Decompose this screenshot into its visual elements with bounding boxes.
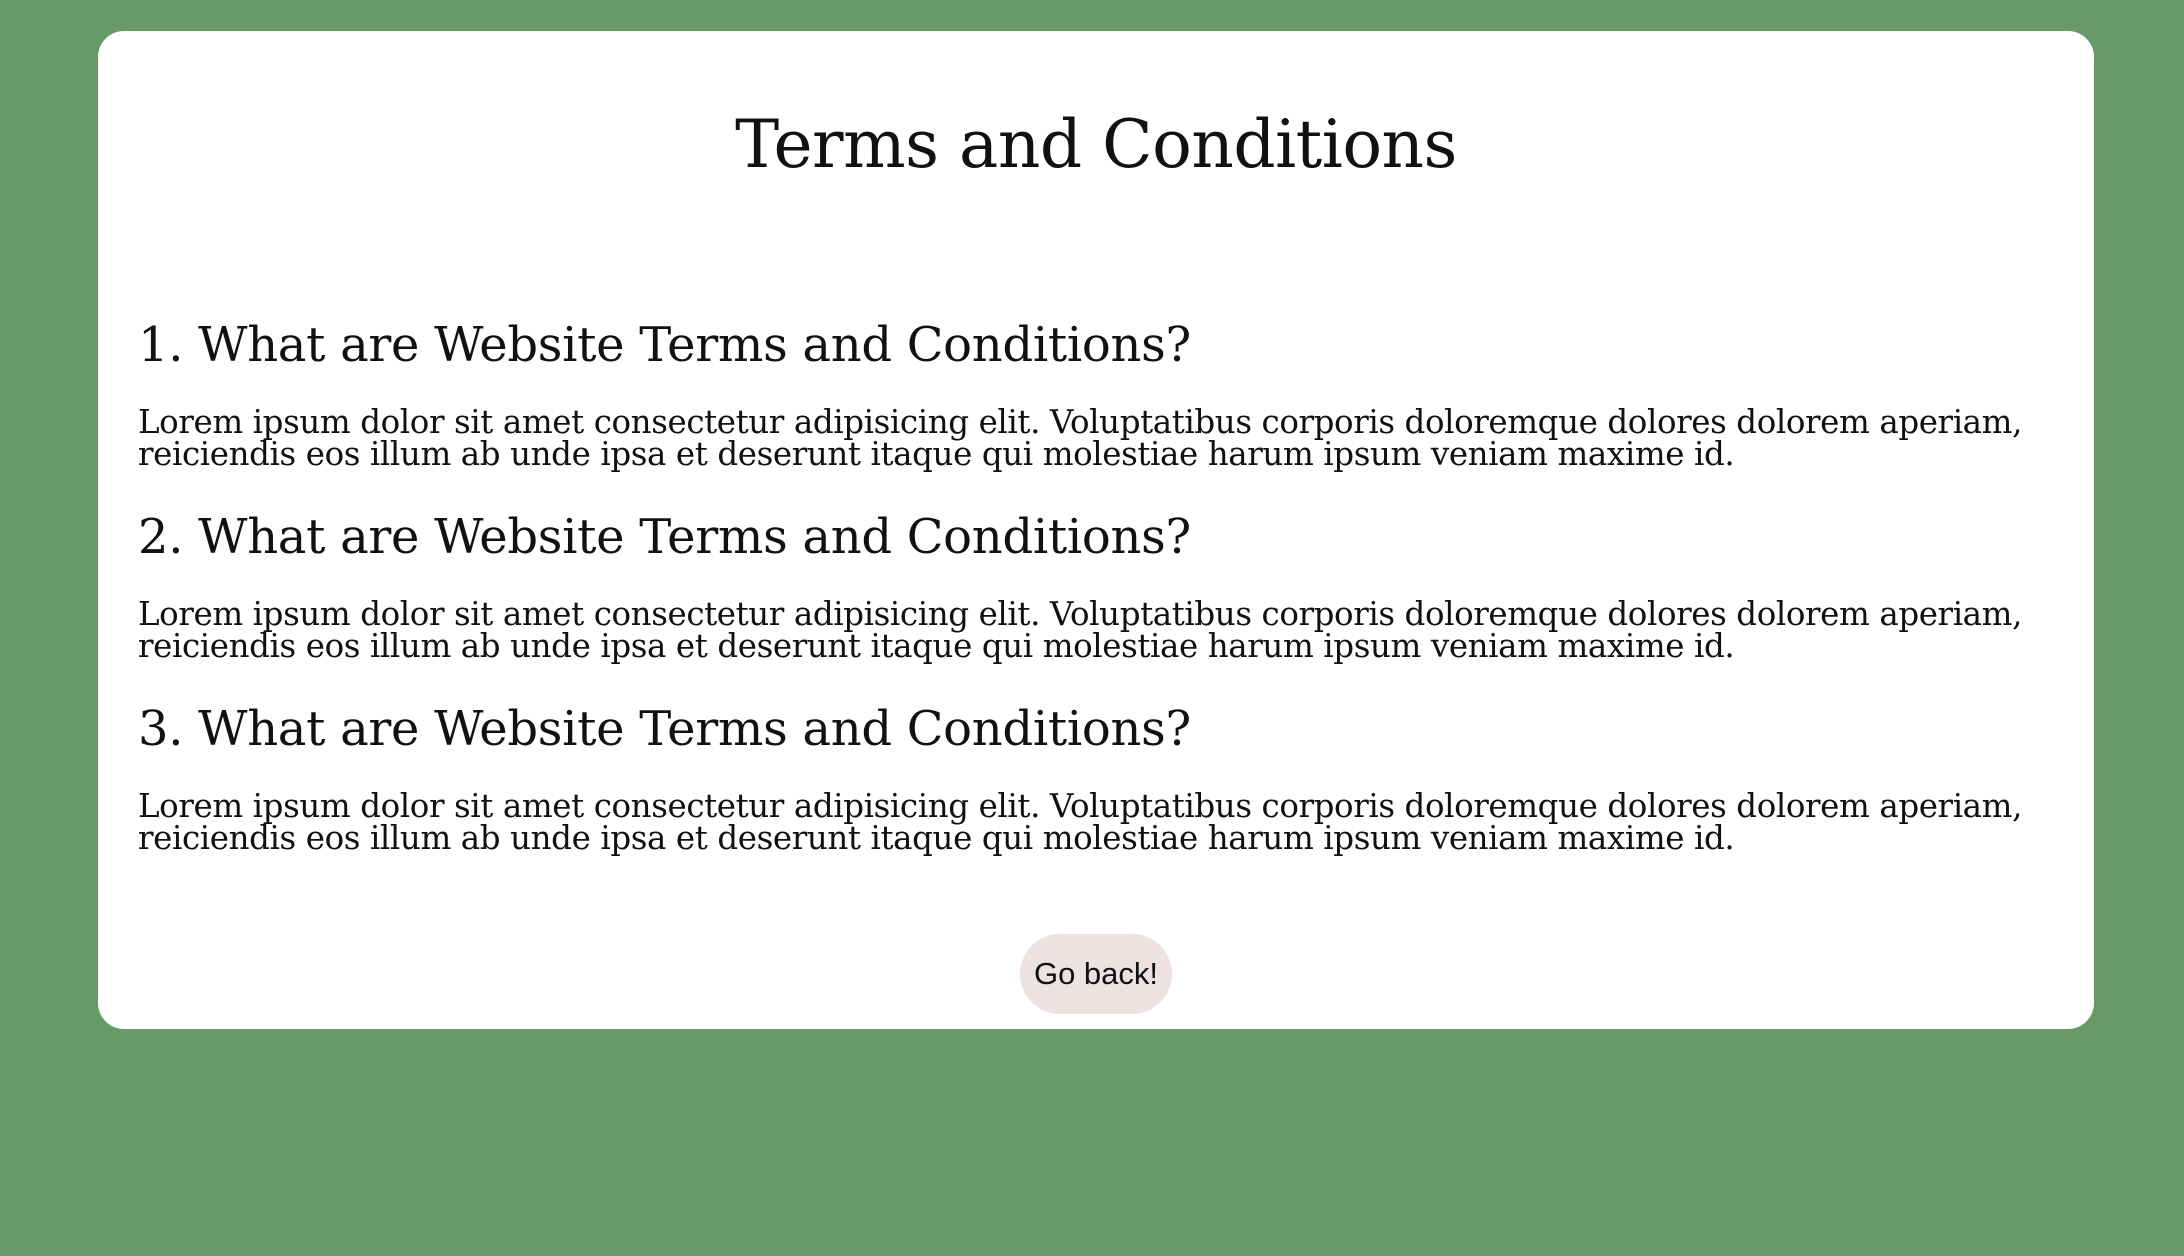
- section-heading: 2. What are Website Terms and Conditions?: [138, 509, 1191, 565]
- section-body: Lorem ipsum dolor sit amet consectetur adipisicing elit. Voluptatibus corporis doloremque dolores dolorem aperiam, reiciendis eos illum ab unde ipsa et deserunt itaque qui molestiae harum ipsum veniam maxime id.: [138, 402, 2023, 473]
- section-heading: 1. What are Website Terms and Conditions?: [138, 317, 1191, 373]
- go-back-button[interactable]: Go back!: [1020, 934, 1172, 1014]
- terms-card: [98, 31, 2094, 1029]
- terms-section-1: [138, 317, 2054, 473]
- terms-section-2: [138, 509, 2054, 665]
- terms-section-3: [138, 701, 2054, 857]
- section-body: Lorem ipsum dolor sit amet consectetur adipisicing elit. Voluptatibus corporis doloremque dolores dolorem aperiam, reiciendis eos illum ab unde ipsa et deserunt itaque qui molestiae harum ipsum veniam maxime id.: [138, 594, 2023, 665]
- page-title: Terms and Conditions: [735, 106, 1457, 183]
- section-body: Lorem ipsum dolor sit amet consectetur adipisicing elit. Voluptatibus corporis doloremque dolores dolorem aperiam, reiciendis eos illum ab unde ipsa et deserunt itaque qui molestiae harum ipsum veniam maxime id.: [138, 786, 2023, 857]
- section-heading: 3. What are Website Terms and Conditions?: [138, 701, 1191, 757]
